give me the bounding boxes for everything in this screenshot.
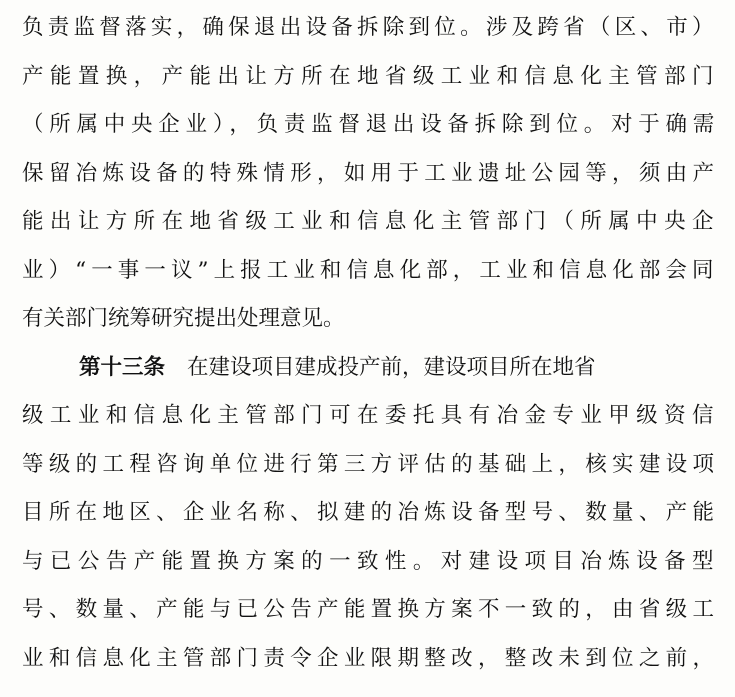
line-text: 有关部门统筹研究提出处理意见。 [22, 306, 345, 331]
paragraph-2 [22, 344, 720, 684]
paragraph-1 [22, 4, 721, 344]
line-text: 保留冶炼设备的特殊情形，如用于工业遗址公园等，须由产 [22, 160, 720, 186]
text-line [22, 295, 714, 344]
text-line [22, 392, 720, 441]
heading-spacer [165, 344, 187, 393]
line-text: 号、数量、产能与已公告产能置换方案不一致的，由省级工 [22, 597, 720, 622]
line-text: （所属中央企业），负责监督退出设备拆除到位。对于确需 [22, 112, 721, 137]
text-line [22, 101, 721, 150]
article-heading: 第十三条 [79, 354, 166, 380]
line-text: 产能置换，产能出让方所在地省级工业和信息化主管部门 [22, 63, 720, 89]
text-line [22, 150, 720, 199]
text-line [22, 586, 720, 635]
text-line [22, 53, 720, 102]
line-text: 能出让方所在地省级工业和信息化主管部门（所属中央企 [22, 209, 720, 234]
text-line [22, 4, 718, 53]
text-line [22, 538, 720, 587]
text-line-with-heading [22, 344, 714, 393]
line-text: 业）“一事一议”上报工业和信息化部，工业和信息化部会同 [22, 257, 719, 283]
text-line [22, 441, 720, 490]
text-line [22, 635, 720, 684]
line-text: 在建设项目建成投产前，建设项目所在地省 [187, 354, 596, 380]
text-line [22, 198, 720, 247]
line-text: 级工业和信息化主管部门可在委托具有冶金专业甲级资信 [22, 403, 720, 428]
line-text: 负责监督落实，确保退出设备拆除到位。涉及跨省（区、市） [22, 15, 718, 40]
document-body [22, 4, 721, 683]
line-text: 与已公告产能置换方案的一致性。对建设项目冶炼设备型 [22, 548, 720, 574]
text-line [22, 247, 719, 296]
line-text: 目所在地区、企业名称、拟建的冶炼设备型号、数量、产能 [22, 500, 720, 525]
text-line [22, 489, 720, 538]
line-text: 等级的工程咨询单位进行第三方评估的基础上，核实建设项 [22, 451, 720, 477]
line-text: 业和信息化主管部门责令企业限期整改，整改未到位之前， [22, 645, 720, 671]
